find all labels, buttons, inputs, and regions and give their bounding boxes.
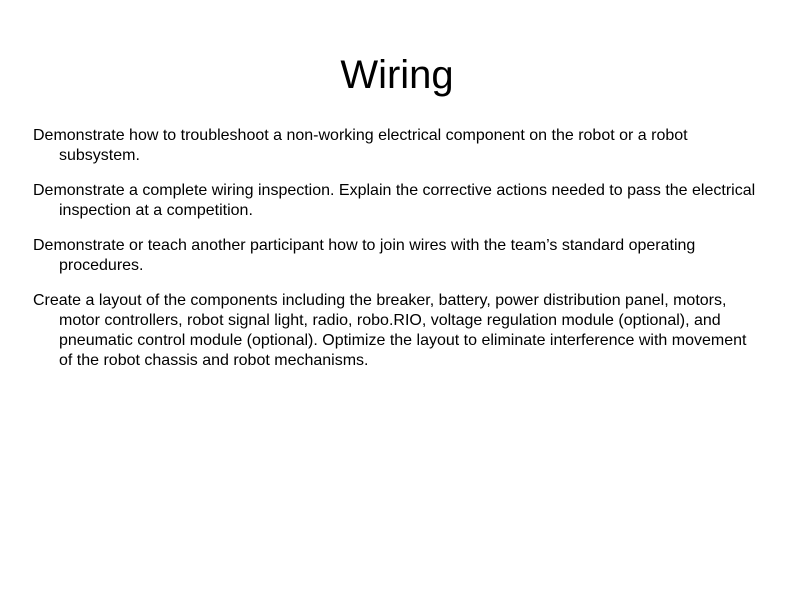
- bullet-item: Create a layout of the components including the breaker, battery, power distribution panel, motors, motor controllers, robot signal light, radio, robo.RIO, voltage regulation module (optional), and pneumatic control module (optional). Optimize the layout to eliminate interference with movement of the robot chassis and robot mechanisms.: [33, 292, 747, 369]
- slide-title: Wiring: [340, 53, 454, 97]
- bullet-item: Demonstrate a complete wiring inspection. Explain the corrective actions needed to pass the electrical inspection at a competition.: [33, 182, 756, 219]
- bullet-list: [33, 126, 763, 386]
- bullet-item: Demonstrate or teach another participant how to join wires with the team’s standard operating procedures.: [33, 237, 696, 274]
- bullet-item: Demonstrate how to troubleshoot a non-working electrical component on the robot or a robot subsystem.: [33, 127, 688, 164]
